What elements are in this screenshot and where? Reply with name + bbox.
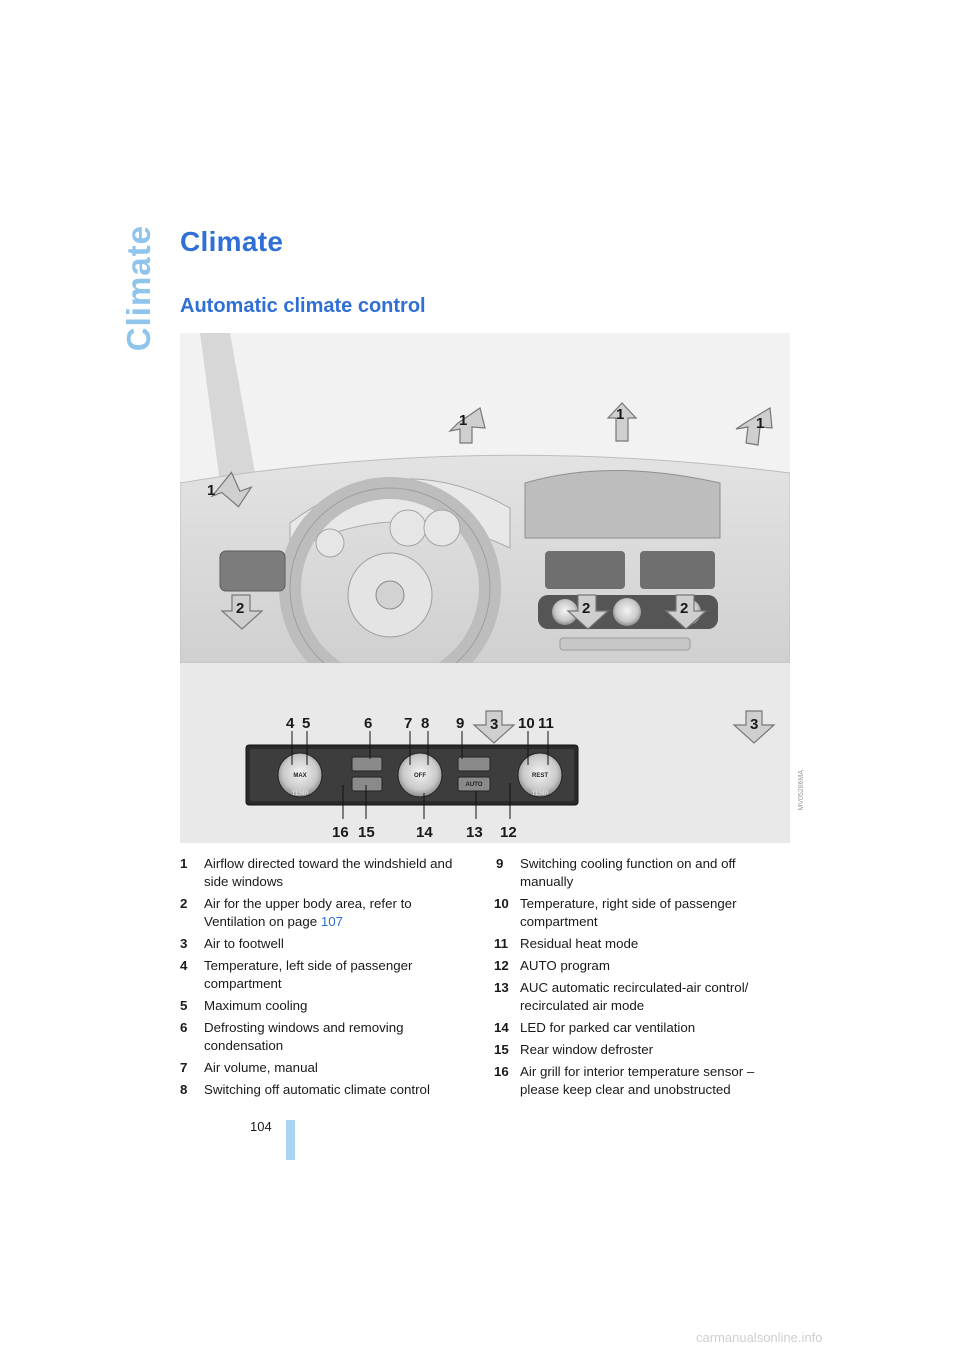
legend-text: Air grill for interior temperature sensor – please keep clear and unobstructed	[520, 1064, 755, 1097]
legend-num: 15	[494, 1042, 509, 1057]
legend-num: 1	[180, 856, 188, 871]
callout-6: 6	[364, 715, 373, 732]
legend-num: 14	[494, 1020, 509, 1035]
legend-num: 9	[496, 856, 504, 871]
legend-item-13	[496, 979, 786, 1015]
page-number: 104	[250, 1119, 272, 1134]
legend-item-11	[496, 935, 786, 953]
callout-14: 14	[416, 824, 433, 841]
legend-num: 10	[494, 896, 509, 911]
legend-text: Temperature, left side of passenger compartment	[204, 958, 413, 991]
legend-left-column	[180, 855, 470, 1103]
side-tab-chapter	[120, 225, 156, 355]
callout-10: 10	[518, 715, 535, 732]
callout-11: 11	[538, 715, 554, 732]
callout-1-right: 1	[756, 415, 765, 432]
figure-id	[798, 770, 812, 850]
legend-item-1	[180, 855, 470, 891]
page-title: Climate	[180, 226, 284, 257]
legend-text: Airflow directed toward the windshield and side windows	[204, 856, 453, 889]
legend-num: 5	[180, 998, 188, 1013]
panel-off-text: OFF	[414, 773, 426, 779]
legend-item-8	[180, 1081, 470, 1099]
panel-max-text: MAX	[293, 773, 307, 779]
legend-text: Switching cooling function on and off manually	[520, 856, 736, 889]
callout-13: 13	[466, 824, 483, 841]
callout-15: 15	[358, 824, 375, 841]
panel-temp-left-text: TEMP	[291, 791, 309, 797]
page-reference-link[interactable]: 107	[320, 914, 344, 929]
panel-auto-text: AUTO	[465, 782, 483, 788]
legend-item-12	[496, 957, 786, 975]
section-title: Automatic climate control	[180, 295, 426, 317]
legend-num: 7	[180, 1060, 188, 1075]
callout-1-left: 1	[207, 482, 216, 499]
callout-7: 7	[404, 715, 413, 732]
dashboard-drawing	[180, 333, 790, 843]
callout-2-left: 2	[236, 600, 245, 617]
callout-2-center-right: 2	[680, 600, 689, 617]
legend-text: Defrosting windows and removing condensation	[204, 1020, 404, 1053]
side-tab-label: Climate	[120, 225, 157, 352]
callout-9: 9	[456, 715, 465, 732]
callout-3-left: 3	[490, 716, 499, 733]
callout-1-center: 1	[616, 406, 625, 423]
legend-item-2	[180, 895, 470, 931]
legend-text: Residual heat mode	[520, 936, 639, 951]
legend-item-6	[180, 1019, 470, 1055]
legend-text: Temperature, right side of passenger compartment	[520, 896, 737, 929]
legend-item-16	[496, 1063, 786, 1099]
callout-2-center-left: 2	[582, 600, 591, 617]
legend-item-3	[180, 935, 470, 953]
legend-num: 4	[180, 958, 188, 973]
legend-item-10	[496, 895, 786, 931]
panel-temp-right-text: TEMP	[531, 791, 549, 797]
legend-num: 11	[494, 936, 509, 951]
legend-text: Air for the upper body area, refer to Ventilation on page	[204, 896, 412, 929]
legend-num: 6	[180, 1020, 188, 1035]
callout-5: 5	[302, 715, 311, 732]
legend-num: 13	[494, 980, 509, 995]
figure-id-text: MV05286MA	[798, 770, 805, 811]
legend-text: Air volume, manual	[204, 1060, 318, 1075]
callout-4: 4	[286, 715, 295, 732]
legend-text: Air to footwell	[204, 936, 284, 951]
callout-8: 8	[421, 715, 430, 732]
page-marker-bar	[286, 1120, 295, 1160]
legend-item-15	[496, 1041, 786, 1059]
legend-num: 2	[180, 896, 188, 911]
legend-num: 3	[180, 936, 188, 951]
legend-item-4	[180, 957, 470, 993]
legend-text: AUC automatic recirculated-air control/ recirculated air mode	[520, 980, 749, 1013]
legend-item-14	[496, 1019, 786, 1037]
legend-num: 16	[494, 1064, 509, 1079]
watermark-text: carmanualsonline.info	[696, 1330, 823, 1345]
legend-num: 8	[180, 1082, 188, 1097]
legend-item-7	[180, 1059, 470, 1077]
callout-12: 12	[500, 824, 517, 841]
legend-right-column	[496, 855, 786, 1103]
callout-16: 16	[332, 824, 349, 841]
legend-item-5	[180, 997, 470, 1015]
legend-num: 12	[494, 958, 509, 973]
callout-3-right: 3	[750, 716, 759, 733]
legend-text: AUTO program	[520, 958, 610, 973]
legend-item-9	[496, 855, 786, 891]
legend-text: Switching off automatic climate control	[204, 1082, 430, 1097]
legend-text: LED for parked car ventilation	[520, 1020, 696, 1035]
dashboard-illustration	[180, 333, 790, 843]
legend-text: Rear window defroster	[520, 1042, 654, 1057]
panel-rest-text: REST	[531, 773, 549, 779]
callout-1-center-left: 1	[459, 412, 468, 429]
legend-text: Maximum cooling	[204, 998, 308, 1013]
